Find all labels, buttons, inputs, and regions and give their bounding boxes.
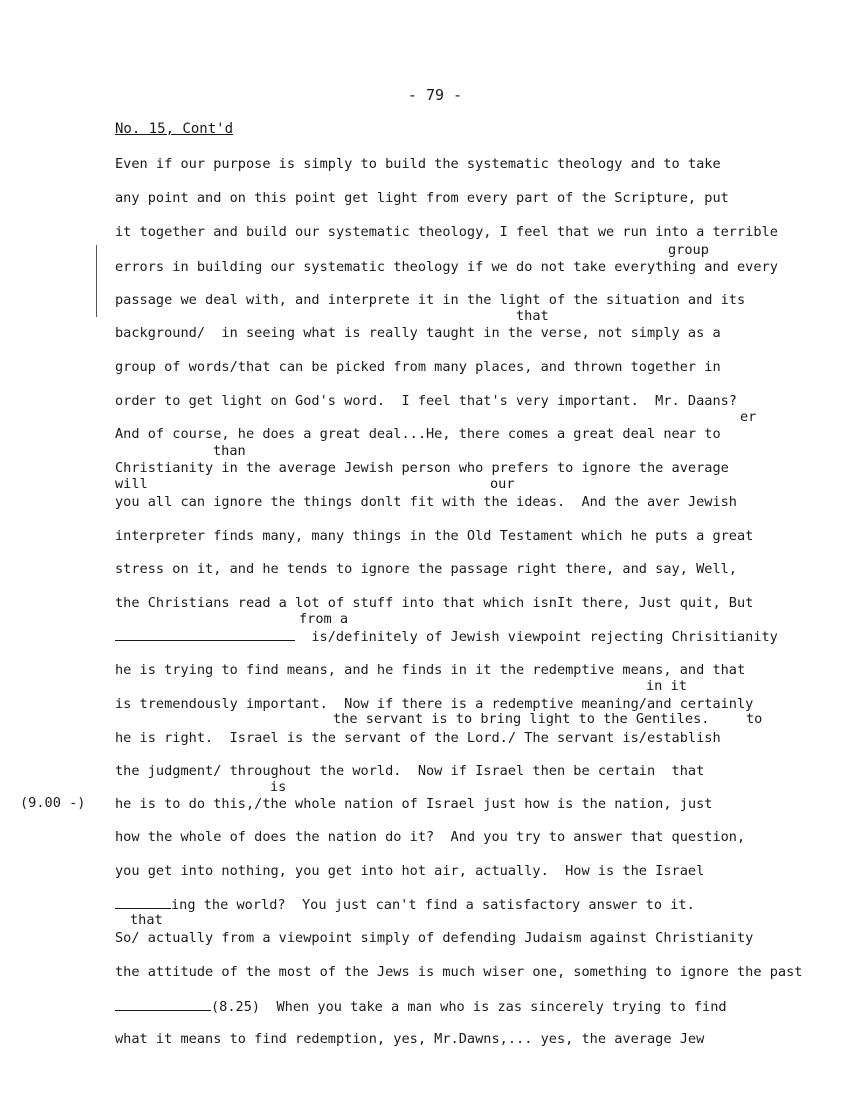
text-line: interpreter finds many, many things in the Old Testament which he puts a great [115,528,754,544]
insert-er: er [740,409,757,425]
insert-will: will [115,476,148,492]
text-line: the attitude of the most of the Jews is much wiser one, something to ignore the past [115,964,803,980]
text-segment: (8.25) When you take a man who is zas sincerely trying to find [211,999,727,1015]
text-line: he is trying to find means, and he finds in it the redemptive means, and that [115,662,746,678]
text-line: the judgment/ throughout the world. Now if Israel then be certain that [115,763,705,779]
insert-our: our [490,476,515,492]
text-line: is tremendously important. Now if there is a redemptive meaning/and certainly [115,696,754,712]
insert-in-it: in it [646,678,687,694]
margin-note-time: (9.00 -) [20,795,86,811]
text-segment: ing the world? You just can't find a satisfactory answer to it. [171,897,695,913]
text-line: he is to do this,/the whole nation of Israel just how is the nation, just [115,796,713,812]
text-line: And of course, he does a great deal...He, there comes a great deal near to [115,426,721,442]
text-line: Even if our purpose is simply to build the systematic theology and to take [115,156,721,172]
insert-group: group [668,242,709,258]
text-line: errors in building our systematic theology if we do not take everything and every [115,259,778,275]
text-line: group of words/that can be picked from many places, and thrown together in [115,359,721,375]
text-line [115,628,778,645]
text-line: the Christians read a lot of stuff into that which isnIt there, Just quit, But [115,595,754,611]
blank-underline [115,628,295,641]
text-line: stress on it, and he tends to ignore the passage right there, and say, Well, [115,561,737,577]
text-line: you all can ignore the things donlt fit with the ideas. And the aver Jewish [115,494,737,510]
insert-is: is [270,779,287,795]
blank-underline [115,998,211,1011]
text-line: passage we deal with, and interprete it in the light of the situation and its [115,292,746,308]
text-line [115,998,727,1015]
margin-bar [96,245,97,317]
text-line: any point and on this point get light from every part of the Scripture, put [115,190,729,206]
text-line: Christianity in the average Jewish person who prefers to ignore the average [115,460,729,476]
insert-that-2: that [130,912,163,928]
text-line: how the whole of does the nation do it? And you try to answer that question, [115,829,746,845]
insert-to: to [746,711,763,727]
insert-than: than [213,443,246,459]
text-line: he is right. Israel is the servant of the Lord./ The servant is/establish [115,730,721,746]
text-segment: is/definitely of Jewish viewpoint rejecting Chrisitianity [311,629,778,645]
text-line: order to get light on God's word. I feel that's very important. Mr. Daans? [115,393,737,409]
insert-the-servant: the servant is to bring light to the Gentiles. [333,711,710,727]
text-line: what it means to find redemption, yes, Mr.Dawns,... yes, the average Jew [115,1031,705,1047]
insert-that: that [516,308,549,324]
text-line: background/ in seeing what is really taught in the verse, not simply as a [115,325,721,341]
page-number: - 79 - [407,86,463,104]
text-line: you get into nothing, you get into hot air, actually. How is the Israel [115,863,705,879]
text-line: So/ actually from a viewpoint simply of defending Judaism against Christianity [115,930,754,946]
section-heading: No. 15, Cont'd [115,121,234,137]
insert-from-a: from a [299,611,349,627]
text-line [115,896,695,913]
blank-underline [115,896,171,909]
text-line: it together and build our systematic theology, I feel that we run into a terrible [115,224,778,240]
